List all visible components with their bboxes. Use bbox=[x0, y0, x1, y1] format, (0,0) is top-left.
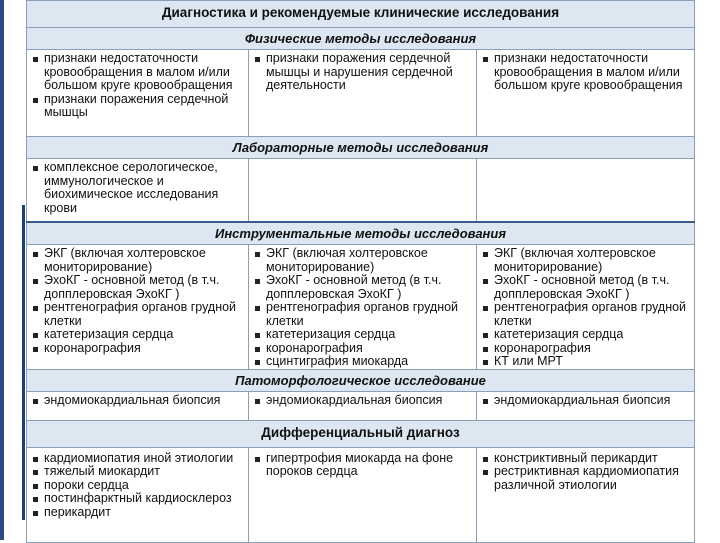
list-item: признаки поражения сердечной мышцы и нарушения сердечной деятельности bbox=[255, 52, 472, 93]
list-item: гипертрофия миокарда на фоне пороков сердца bbox=[255, 452, 472, 479]
diff-col-3 bbox=[477, 447, 695, 542]
list-item: эндомиокардиальная биопсия bbox=[255, 394, 472, 408]
list-item: постинфарктный кардиосклероз bbox=[33, 492, 244, 506]
patho-row bbox=[27, 391, 695, 420]
lab-col-3 bbox=[477, 159, 695, 223]
list-item: ЭКГ (включая холтеровское мониторирование) bbox=[33, 247, 244, 274]
diff-col-1 bbox=[27, 447, 249, 542]
diagnostics-table-frame bbox=[26, 0, 694, 540]
left-accent-bar bbox=[22, 205, 25, 520]
lab-header: Лабораторные методы исследования bbox=[27, 137, 695, 159]
patho-col-1 bbox=[27, 391, 249, 420]
list-item: коронарография bbox=[483, 342, 690, 356]
lab-row bbox=[27, 159, 695, 223]
table-title: Диагностика и рекомендуемые клинические исследования bbox=[27, 1, 695, 28]
patho-header: Патоморфологическое исследование bbox=[27, 369, 695, 391]
list-item: пороки сердца bbox=[33, 479, 244, 493]
list-item: констриктивный перикардит bbox=[483, 452, 690, 466]
list-item: признаки недостаточности кровообращения в малом и/или большом круге кровообращения bbox=[483, 52, 690, 93]
physical-header: Физические методы исследования bbox=[27, 28, 695, 50]
instrumental-col-3 bbox=[477, 245, 695, 370]
list-item: рентгенография органов грудной клетки bbox=[255, 301, 472, 328]
list-item: сцинтиграфия миокарда bbox=[255, 355, 472, 369]
physical-row bbox=[27, 50, 695, 137]
diff-col-2 bbox=[249, 447, 477, 542]
patho-col-3 bbox=[477, 391, 695, 420]
list-item: признаки поражения сердечной мышцы bbox=[33, 93, 244, 120]
physical-col-3 bbox=[477, 50, 695, 137]
list-item: ЭхоКГ - основной метод (в т.ч. допплеровская ЭхоКГ ) bbox=[33, 274, 244, 301]
list-item: рентгенография органов грудной клетки bbox=[33, 301, 244, 328]
lab-col-1 bbox=[27, 159, 249, 223]
diff-row bbox=[27, 447, 695, 542]
list-item: ЭхоКГ - основной метод (в т.ч. допплеровская ЭхоКГ ) bbox=[483, 274, 690, 301]
list-item: эндомиокардиальная биопсия bbox=[483, 394, 690, 408]
list-item: рестриктивная кардиомиопатия различной этиологии bbox=[483, 465, 690, 492]
list-item: признаки недостаточности кровообращения в малом и/или большом круге кровообращения bbox=[33, 52, 244, 93]
instrumental-col-2 bbox=[249, 245, 477, 370]
diagnostics-table bbox=[26, 0, 695, 543]
list-item: коронарография bbox=[255, 342, 472, 356]
lab-col-2 bbox=[249, 159, 477, 223]
list-item: ЭхоКГ - основной метод (в т.ч. допплеровская ЭхоКГ ) bbox=[255, 274, 472, 301]
list-item: КТ или МРТ bbox=[483, 355, 690, 369]
instrumental-header: Инструментальные методы исследования bbox=[27, 222, 695, 245]
list-item: эндомиокардиальная биопсия bbox=[33, 394, 244, 408]
list-item: катетеризация сердца bbox=[33, 328, 244, 342]
patho-col-2 bbox=[249, 391, 477, 420]
list-item: тяжелый миокардит bbox=[33, 465, 244, 479]
list-item: комплексное серологическое, иммунологическое и биохимическое исследования крови bbox=[33, 161, 244, 215]
physical-col-1 bbox=[27, 50, 249, 137]
physical-col-2 bbox=[249, 50, 477, 137]
instrumental-row bbox=[27, 245, 695, 370]
list-item: перикардит bbox=[33, 506, 244, 520]
list-item: ЭКГ (включая холтеровское мониторирование) bbox=[483, 247, 690, 274]
diff-header: Дифференциальный диагноз bbox=[27, 420, 695, 447]
instrumental-col-1 bbox=[27, 245, 249, 370]
list-item: ЭКГ (включая холтеровское мониторирование) bbox=[255, 247, 472, 274]
list-item: катетеризация сердца bbox=[255, 328, 472, 342]
list-item: катетеризация сердца bbox=[483, 328, 690, 342]
list-item: кардиомиопатия иной этиологии bbox=[33, 452, 244, 466]
left-border-bar bbox=[0, 0, 4, 540]
list-item: коронарография bbox=[33, 342, 244, 356]
list-item: рентгенография органов грудной клетки bbox=[483, 301, 690, 328]
